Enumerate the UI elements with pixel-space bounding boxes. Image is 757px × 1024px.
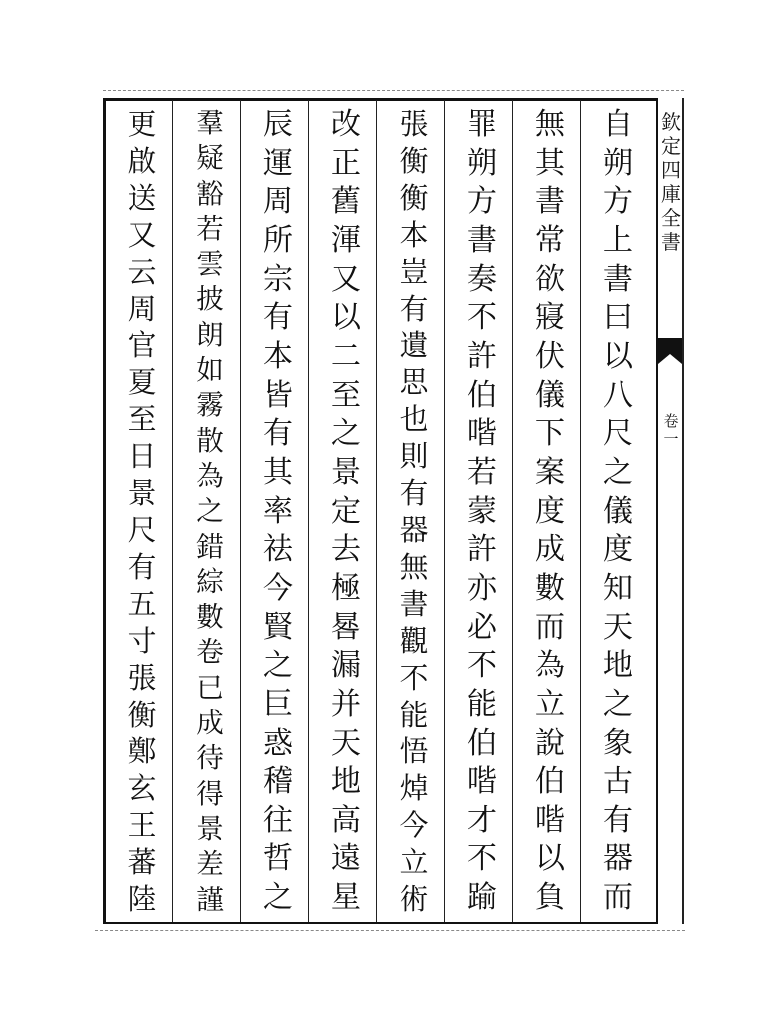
text-column-4 [384,106,444,918]
glyph: 度 [602,532,634,568]
glyph: 成 [534,532,566,568]
glyph: 朗 [196,318,224,351]
glyph: 之 [602,454,634,490]
column-rule [512,100,513,922]
glyph: 蒙 [466,493,498,529]
book-title [660,110,682,254]
glyph: 象 [602,725,634,761]
glyph: 有 [262,416,294,452]
glyph: 往 [262,802,294,838]
glyph: 綜 [196,565,224,598]
glyph: 有 [602,802,634,838]
text-column-3 [452,106,512,918]
glyph: 渾 [330,222,362,258]
column-rule [580,100,581,922]
glyph: 皆 [262,377,294,413]
glyph: 喈 [534,802,566,838]
glyph: 卷 [663,412,679,430]
glyph: 朔 [602,145,634,181]
glyph: 八 [602,377,634,413]
glyph: 疑 [196,142,224,175]
glyph: 天 [602,609,634,645]
glyph: 更 [127,107,157,141]
glyph: 不 [466,300,498,336]
glyph: 有 [399,476,429,511]
glyph: 以 [330,300,362,336]
glyph: 本 [399,217,429,252]
glyph: 尺 [602,416,634,452]
glyph: 啟 [127,143,157,178]
glyph: 鄭 [127,734,157,769]
glyph: 自 [602,107,634,142]
glyph: 率 [262,493,294,529]
glyph: 能 [399,697,429,732]
glyph: 定 [661,134,681,158]
column-rule [444,100,445,922]
glyph: 官 [127,328,157,363]
glyph: 衡 [399,180,429,215]
glyph: 霧 [196,389,224,422]
glyph: 高 [330,802,362,838]
glyph: 一 [663,430,679,448]
glyph: 二 [330,338,362,374]
glyph: 伏 [534,338,566,374]
glyph: 晷 [330,609,362,645]
glyph: 無 [534,107,566,142]
glyph: 所 [262,222,294,258]
glyph: 遺 [399,328,429,363]
glyph: 正 [330,145,362,181]
glyph: 景 [330,454,362,490]
glyph: 成 [196,707,224,740]
volume-label [660,412,682,448]
glyph: 寸 [127,623,157,658]
glyph: 披 [196,283,224,316]
glyph: 地 [330,764,362,800]
glyph: 若 [466,454,498,490]
glyph: 又 [127,217,157,252]
glyph: 喈 [466,416,498,452]
glyph: 辰 [262,107,294,142]
glyph: 欲 [534,261,566,297]
glyph: 本 [262,338,294,374]
glyph: 散 [196,424,224,457]
glyph: 云 [127,254,157,289]
glyph: 巨 [262,686,294,722]
glyph: 踰 [466,880,498,916]
glyph: 朔 [466,145,498,181]
glyph: 則 [399,439,429,474]
glyph: 觀 [399,623,429,658]
top-border-line [103,90,684,91]
glyph: 已 [196,671,224,704]
glyph: 星 [330,880,362,916]
glyph: 以 [602,338,634,374]
glyph: 若 [196,212,224,245]
text-column-7 [180,106,240,918]
glyph: 無 [399,549,429,584]
glyph: 書 [466,222,498,258]
glyph: 送 [127,180,157,215]
glyph: 今 [399,808,429,843]
glyph: 儀 [534,377,566,413]
glyph: 運 [262,145,294,181]
glyph: 能 [466,686,498,722]
glyph: 賢 [262,609,294,645]
glyph: 古 [602,764,634,800]
glyph: 之 [262,880,294,916]
glyph: 也 [399,402,429,437]
glyph: 不 [399,660,429,695]
glyph: 其 [534,145,566,181]
glyph: 衡 [399,143,429,178]
glyph: 張 [399,107,429,141]
glyph: 四 [661,158,681,182]
glyph: 之 [262,648,294,684]
glyph: 上 [602,222,634,258]
glyph: 而 [602,880,634,916]
glyph: 衡 [127,697,157,732]
glyph: 全 [661,206,681,230]
text-column-8 [112,106,172,918]
glyph: 舊 [330,184,362,220]
glyph: 伯 [466,725,498,761]
glyph: 欽 [661,110,681,134]
column-rule [308,100,309,922]
glyph: 器 [399,512,429,547]
glyph: 許 [466,338,498,374]
glyph: 雲 [196,248,224,281]
glyph: 不 [466,841,498,877]
glyph: 有 [127,549,157,584]
glyph: 惑 [262,725,294,761]
glyph: 改 [330,107,362,142]
glyph: 寢 [534,300,566,336]
glyph: 有 [262,300,294,336]
glyph: 五 [127,586,157,621]
glyph: 如 [196,354,224,387]
glyph: 數 [534,570,566,606]
glyph: 案 [534,454,566,490]
text-column-6 [248,106,308,918]
glyph: 羣 [196,107,224,139]
glyph: 書 [534,184,566,220]
glyph: 器 [602,841,634,877]
glyph: 宗 [262,261,294,297]
glyph: 稽 [262,764,294,800]
text-column-5 [316,106,376,918]
glyph: 卷 [196,636,224,669]
glyph: 漏 [330,648,362,684]
glyph: 日 [127,439,157,474]
column-rule [376,100,377,922]
glyph: 奏 [466,261,498,297]
glyph: 方 [466,184,498,220]
glyph: 為 [534,648,566,684]
glyph: 書 [399,586,429,621]
glyph: 哲 [262,841,294,877]
glyph: 負 [534,880,566,916]
glyph: 而 [534,609,566,645]
glyph: 必 [466,609,498,645]
glyph: 周 [127,291,157,326]
glyph: 差 [196,848,224,881]
glyph: 謹 [196,883,224,916]
glyph: 尺 [127,512,157,547]
glyph: 書 [602,261,634,297]
glyph: 術 [399,882,429,917]
glyph: 罪 [466,107,498,142]
glyph: 之 [602,686,634,722]
glyph: 才 [466,802,498,838]
glyph: 亦 [466,570,498,606]
text-column-2 [520,106,580,918]
glyph: 蕃 [127,845,157,880]
glyph: 景 [127,476,157,511]
glyph: 極 [330,570,362,606]
glyph: 立 [534,686,566,722]
glyph: 張 [127,660,157,695]
glyph: 陸 [127,882,157,917]
glyph: 伯 [534,764,566,800]
glyph: 并 [330,686,362,722]
glyph: 儀 [602,493,634,529]
column-rule [240,100,241,922]
fishtail-mark [658,338,682,364]
glyph: 下 [534,416,566,452]
glyph: 遠 [330,841,362,877]
glyph: 思 [399,365,429,400]
glyph: 又 [330,261,362,297]
glyph: 去 [330,532,362,568]
glyph: 悟 [399,734,429,769]
glyph: 為 [196,459,224,492]
glyph: 曰 [602,300,634,336]
glyph: 待 [196,742,224,775]
glyph: 至 [127,402,157,437]
glyph: 伯 [466,377,498,413]
glyph: 許 [466,532,498,568]
glyph: 天 [330,725,362,761]
glyph: 定 [330,493,362,529]
glyph: 地 [602,648,634,684]
glyph: 方 [602,184,634,220]
glyph: 知 [602,570,634,606]
glyph: 周 [262,184,294,220]
bottom-border-line [95,930,685,931]
glyph: 數 [196,601,224,634]
glyph: 之 [330,416,362,452]
glyph: 其 [262,454,294,490]
glyph: 有 [399,291,429,326]
glyph: 以 [534,841,566,877]
glyph: 豁 [196,177,224,210]
glyph: 書 [661,230,681,254]
text-column-1 [588,106,648,918]
glyph: 玄 [127,771,157,806]
glyph: 祛 [262,532,294,568]
column-rule [172,100,173,922]
glyph: 度 [534,493,566,529]
glyph: 之 [196,495,224,528]
glyph: 王 [127,808,157,843]
glyph: 至 [330,377,362,413]
glyph: 得 [196,777,224,810]
glyph: 立 [399,845,429,880]
glyph: 豈 [399,254,429,289]
glyph: 不 [466,648,498,684]
glyph: 庫 [661,182,681,206]
glyph: 錯 [196,530,224,563]
glyph: 夏 [127,365,157,400]
glyph: 說 [534,725,566,761]
glyph: 常 [534,222,566,258]
glyph: 喈 [466,764,498,800]
glyph: 今 [262,570,294,606]
glyph: 焯 [399,771,429,806]
glyph: 景 [196,812,224,845]
